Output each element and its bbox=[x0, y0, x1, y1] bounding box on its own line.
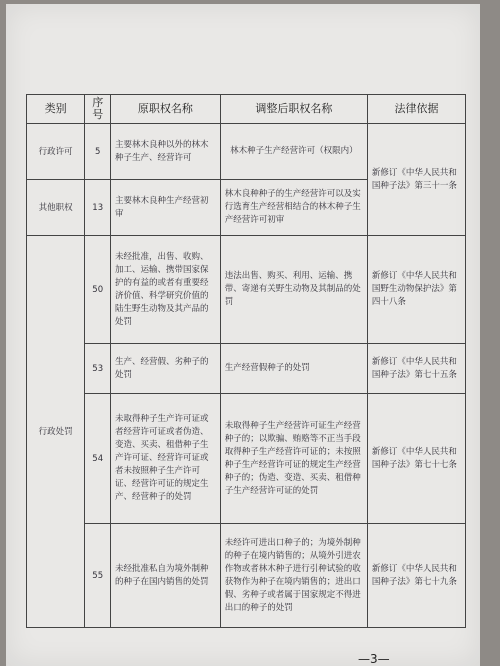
original-name-cell: 未经批准，出售、收购、加工、运输、携带国家保护的有益的或者有重要经济价值、科学研究价值的陆生野生动物及其产品的处罚 bbox=[111, 236, 221, 344]
number-cell: 5 bbox=[85, 124, 111, 180]
category-cell: 行政处罚 bbox=[27, 236, 85, 628]
header-category: 类别 bbox=[27, 95, 85, 124]
category-cell: 行政许可 bbox=[27, 124, 85, 180]
original-name-cell: 主要林木良种生产经营初审 bbox=[111, 180, 221, 236]
authority-adjustment-table bbox=[26, 94, 466, 628]
category-cell: 其他职权 bbox=[27, 180, 85, 236]
table-row bbox=[27, 124, 466, 180]
original-name-cell: 生产、经营假、劣种子的处罚 bbox=[111, 344, 221, 394]
original-name-cell: 未取得种子生产许可证或者经营许可证或者伪造、变造、买卖、租借种子生产许可证、经营许可证或者未按照种子生产许可证、经营许可证的规定生产、经营种子的处罚 bbox=[111, 394, 221, 524]
document-page bbox=[6, 4, 480, 666]
adjusted-name-cell: 未取得种子生产经营许可证生产经营种子的；以欺骗、贿赂等不正当手段取得种子生产经营许可证的；未按照种子生产经营许可证的规定生产经营种子的；伪造、变造、买卖、租借种子生产经营许可证的处罚 bbox=[220, 394, 367, 524]
number-cell: 55 bbox=[85, 524, 111, 628]
number-cell: 13 bbox=[85, 180, 111, 236]
header-adjusted-name: 调整后职权名称 bbox=[220, 95, 367, 124]
legal-basis-cell: 新修订《中华人民共和国种子法》第七十七条 bbox=[367, 394, 465, 524]
page-number: —3— bbox=[358, 652, 390, 666]
adjusted-name-cell: 生产经营假种子的处罚 bbox=[220, 344, 367, 394]
legal-basis-cell: 新修订《中华人民共和国种子法》第七十五条 bbox=[367, 344, 465, 394]
table-row bbox=[27, 344, 466, 394]
header-number: 序号 bbox=[85, 95, 111, 124]
header-original-name: 原职权名称 bbox=[111, 95, 221, 124]
header-legal-basis: 法律依据 bbox=[367, 95, 465, 124]
number-cell: 53 bbox=[85, 344, 111, 394]
adjusted-name-cell: 林木良种种子的生产经营许可以及实行选育生产经营相结合的林木种子生产经营许可初审 bbox=[220, 180, 367, 236]
legal-basis-cell: 新修订《中华人民共和国种子法》第三十一条 bbox=[367, 124, 465, 236]
adjusted-name-cell: 未经许可进出口种子的；为境外制种的种子在境内销售的；从境外引进农作物或者林木种子进行引种试验的收获物作为种子在境内销售的；进出口假、劣种子或者属于国家规定不得进出口的种子的处罚 bbox=[220, 524, 367, 628]
legal-basis-cell: 新修订《中华人民共和国种子法》第七十九条 bbox=[367, 524, 465, 628]
table-row bbox=[27, 524, 466, 628]
adjusted-name-cell: 林木种子生产经营许可（权限内） bbox=[220, 124, 367, 180]
number-cell: 54 bbox=[85, 394, 111, 524]
table-row bbox=[27, 236, 466, 344]
original-name-cell: 主要林木良种以外的林木种子生产、经营许可 bbox=[111, 124, 221, 180]
adjusted-name-cell: 违法出售、购买、利用、运输、携带、寄递有关野生动物及其制品的处罚 bbox=[220, 236, 367, 344]
number-cell: 50 bbox=[85, 236, 111, 344]
table-row bbox=[27, 394, 466, 524]
table-header-row bbox=[27, 95, 466, 124]
legal-basis-cell: 新修订《中华人民共和国野生动物保护法》第四十八条 bbox=[367, 236, 465, 344]
original-name-cell: 未经批准私自为境外制种的种子在国内销售的处罚 bbox=[111, 524, 221, 628]
